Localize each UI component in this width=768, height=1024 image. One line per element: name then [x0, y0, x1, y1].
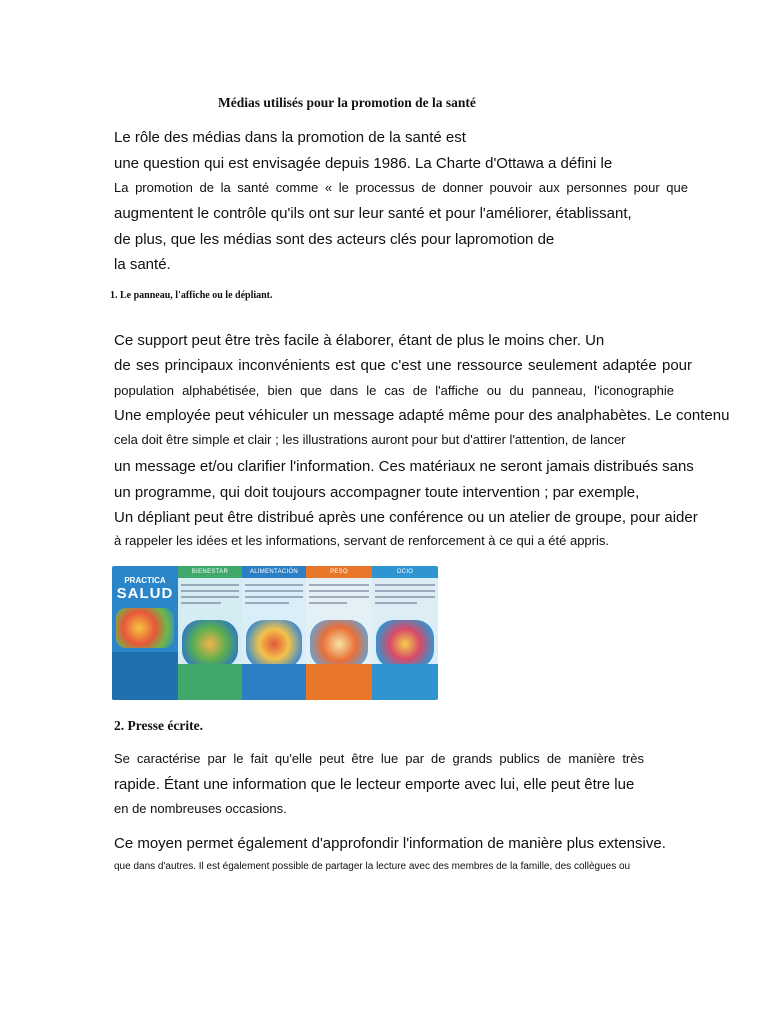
- intro-line-5: de plus, que les médias sont des acteurs clés pour lapromotion de: [114, 231, 555, 248]
- intro-line-2: une question qui est envisagée depuis 1986. La Charte d'Ottawa a défini le: [114, 155, 613, 172]
- poster-cover-illustration: [116, 608, 174, 648]
- section-1-line-2: de ses principaux inconvénients est que c'est une ressource seulement adaptée pour: [114, 357, 692, 374]
- poster-panel-3-title: PESO: [306, 566, 372, 578]
- section-2-heading: 2. Presse écrite.: [114, 718, 203, 733]
- section-1-line-9: à rappeler les idées et les informations, servant de renforcement à ce qui a été appris.: [114, 533, 609, 548]
- section-2-line-3: en de nombreuses occasions.: [114, 801, 287, 816]
- section-2-line-2: rapide. Étant une information que le lecteur emporte avec lui, elle peut être lue: [114, 776, 635, 793]
- poster-cover-footer: [112, 652, 178, 700]
- intro-line-6: la santé.: [114, 256, 171, 273]
- section-2-line-4: Ce moyen permet également d'approfondir l'information de manière plus extensive.: [114, 835, 666, 852]
- intro-line-1: Le rôle des médias dans la promotion de la santé est: [114, 129, 466, 146]
- poster-panel-1-title: BIENESTAR: [178, 566, 242, 578]
- section-1-line-8: Un dépliant peut être distribué après une conférence ou un atelier de groupe, pour aider: [114, 509, 698, 526]
- section-2-line-5: que dans d'autres. Il est également possible de partager la lecture avec des membres de la famille, des collègues ou: [114, 861, 631, 872]
- poster-cover-panel: [112, 566, 178, 700]
- poster-panel-2-illustration: [246, 620, 302, 668]
- section-1-line-7: un programme, qui doit toujours accompagner toute intervention ; par exemple,: [114, 484, 640, 501]
- section-2-line-1: Se caractérise par le fait qu'elle peut être lue par de grands publics de manière très: [114, 751, 644, 766]
- section-1-line-4: Une employée peut véhiculer un message adapté même pour des analphabètes. Le contenu: [114, 407, 730, 424]
- page-title: Médias utilisés pour la promotion de la santé: [218, 95, 476, 110]
- poster-panel-4-illustration: [376, 620, 434, 668]
- section-1-line-6: un message et/ou clarifier l'information. Ces matériaux ne seront jamais distribués sans: [114, 458, 694, 475]
- intro-line-3: La promotion de la santé comme « le processus de donner pouvoir aux personnes pour que: [114, 180, 688, 195]
- poster-cover-line-1: PRACTICA: [124, 576, 166, 585]
- section-1-line-1: Ce support peut être très facile à élaborer, étant de plus le moins cher. Un: [114, 332, 605, 349]
- poster-panel-ocio: [372, 566, 438, 700]
- poster-panel-3-illustration: [310, 620, 368, 668]
- poster-panel-1-illustration: [182, 620, 238, 668]
- poster-panel-alimentacion: [242, 566, 306, 700]
- poster-panel-2-title: ALIMENTACIÓN: [242, 566, 306, 578]
- poster-cover-line-2: SALUD: [116, 585, 174, 602]
- poster-panel-4-title: OCIO: [372, 566, 438, 578]
- intro-line-4: augmentent le contrôle qu'ils ont sur leur santé et pour l'améliorer, établissant,: [114, 205, 632, 222]
- poster-panel-peso: [306, 566, 372, 700]
- section-1-heading: 1. Le panneau, l'affiche ou le dépliant.: [110, 290, 273, 301]
- health-poster-image: [112, 566, 438, 700]
- section-1-line-5: cela doit être simple et clair ; les illustrations auront pour but d'attirer l'attention, de lancer: [114, 432, 626, 447]
- poster-panel-bienestar: [178, 566, 242, 700]
- section-1-line-3: population alphabétisée, bien que dans le cas de l'affiche ou du panneau, l'iconographie: [114, 383, 674, 398]
